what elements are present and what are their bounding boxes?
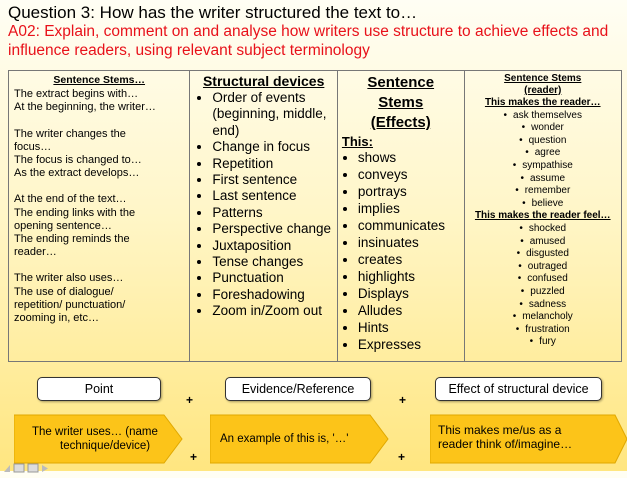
sentence-stems-list (14, 88, 184, 325)
effect-verb-item: • insinuates (358, 234, 460, 251)
structural-device-item: • First sentence (212, 172, 333, 188)
plus-sign: + (399, 393, 407, 407)
this-label: This: (341, 134, 373, 149)
stem-paragraph (14, 272, 184, 325)
arrow-text-line: This makes me/us as a (438, 423, 562, 437)
structural-device-item: • Zoom in/Zoom out (212, 303, 333, 319)
reader-feeling-item: • shocked (467, 223, 619, 236)
reader-action-item: • ask themselves (467, 110, 619, 123)
reader-feeling-item: • confused (467, 273, 619, 286)
structural-device-item: • Juxtaposition (212, 238, 333, 254)
stem-line: The ending reminds the (14, 233, 130, 246)
stems-table (8, 70, 622, 362)
structural-device-item: • Patterns (212, 205, 333, 221)
reader-feeling-item: • melancholy (467, 311, 619, 324)
stem-line: The ending links with the (14, 206, 136, 219)
reader-feeling-item: • puzzled (467, 286, 619, 299)
structural-device-item: • Foreshadowing (212, 287, 333, 303)
effect-arrow (430, 407, 627, 471)
reader-feeling-item: • disgusted (467, 248, 619, 261)
stem-line: The use of dialogue/ (14, 285, 114, 298)
point-arrow-text (32, 425, 172, 453)
stem-paragraph (14, 88, 184, 114)
sentence-stems-title: Sentence Stems… (53, 74, 146, 86)
reader-feeling-item: • fury (467, 336, 619, 349)
effect-box: Effect of structural device (435, 377, 602, 401)
evidence-arrow-text: An example of this is, '…' (220, 433, 349, 445)
stem-line: The writer changes the (14, 127, 126, 140)
effect-verb-item: • Hints (358, 319, 460, 336)
effect-verb-item: • Alludes (358, 302, 460, 319)
structural-devices-list (194, 90, 333, 320)
structural-device-item: • Order of events (beginning, middle, end) (212, 90, 333, 139)
reader-head-makes: This makes the reader… (484, 97, 601, 108)
effect-verb-item: • Displays (358, 285, 460, 302)
effects-title-line: Sentence (367, 74, 435, 91)
effects-title-line: Stems (378, 94, 424, 111)
reader-action-item: • sympathise (467, 160, 619, 173)
evidence-box: Evidence/Reference (225, 377, 371, 401)
structural-devices-column (190, 71, 338, 361)
reader-feeling-item: • amused (467, 236, 619, 249)
stem-line: At the beginning, the writer… (14, 101, 156, 114)
reader-action-item: • believe (467, 198, 619, 211)
stem-line: As the extract develops… (14, 167, 140, 180)
reader-actions-list (467, 110, 619, 211)
effect-verb-item: • Expresses (358, 336, 460, 353)
stem-line: The extract begins with… (14, 88, 139, 101)
reader-head-feel: This makes the reader feel… (474, 210, 611, 222)
stem-line: repetition/ punctuation/ (14, 298, 126, 311)
pee-section (0, 362, 627, 471)
structural-device-item: • Punctuation (212, 270, 333, 286)
structural-device-item: • Last sentence (212, 188, 333, 204)
reader-feeling-item: • sadness (467, 299, 619, 312)
structural-device-item: • Repetition (212, 156, 333, 172)
effect-verb-item: • portrays (358, 183, 460, 200)
plus-sign: + (398, 450, 406, 464)
structural-device-item: • Perspective change (212, 221, 333, 237)
question-title: Question 3: How has the writer structured the text to… (8, 3, 418, 22)
effects-title-line: (Effects) (370, 114, 431, 131)
reader-feeling-item: • frustration (467, 324, 619, 337)
point-box: Point (37, 377, 161, 401)
evidence-arrow (210, 407, 390, 471)
effects-title (342, 73, 460, 133)
effect-verb-item: • implies (358, 200, 460, 217)
stem-line: zooming in, etc… (14, 312, 99, 325)
structural-devices-title: Structural devices (202, 73, 325, 89)
effect-verb-item: • communicates (358, 217, 460, 234)
question-header (8, 4, 620, 60)
stem-line: focus… (14, 140, 52, 153)
effect-verb-item: • shows (358, 149, 460, 166)
reader-stems-column (465, 71, 621, 361)
reader-action-item: • remember (467, 185, 619, 198)
stem-paragraph (14, 193, 184, 259)
effect-arrow-text (438, 423, 618, 451)
stem-line: reader… (14, 246, 57, 259)
stem-line: At the end of the text… (14, 193, 127, 206)
structural-device-item: • Change in focus (212, 139, 333, 155)
effect-verb-item: • conveys (358, 166, 460, 183)
arrow-text-line: The writer uses… (name (32, 426, 158, 438)
reader-stems-title: Sentence Stems (504, 73, 582, 84)
sentence-stems-column (9, 71, 190, 361)
plus-sign: + (190, 450, 198, 464)
toolbar-icons[interactable] (2, 462, 62, 473)
reader-action-item: • agree (467, 147, 619, 160)
reader-feeling-item: • outraged (467, 261, 619, 274)
structural-device-item: • Tense changes (212, 254, 333, 270)
assessment-objective: A02: Explain, comment on and analyse how writers use structure to achieve effects and influence readers, using relevant subject terminology (8, 23, 609, 59)
reader-action-item: • assume (467, 173, 619, 186)
stem-line: The focus is changed to… (14, 154, 142, 167)
slide-toolbar[interactable] (2, 460, 62, 471)
effects-column (338, 71, 465, 361)
stem-paragraph (14, 128, 184, 181)
stem-line: The writer also uses… (14, 272, 124, 285)
arrow-text-line: technique/device) (60, 440, 151, 452)
arrow-text-line: reader think of/imagine… (438, 437, 573, 451)
stem-line: opening sentence… (14, 219, 112, 232)
reader-stems-subtitle: (reader) (524, 85, 562, 96)
plus-sign: + (186, 393, 194, 407)
reader-action-item: • question (467, 135, 619, 148)
effects-list (342, 149, 460, 353)
reader-feelings-list (467, 223, 619, 349)
effect-verb-item: • creates (358, 251, 460, 268)
reader-action-item: • wonder (467, 122, 619, 135)
effect-verb-item: • highlights (358, 268, 460, 285)
